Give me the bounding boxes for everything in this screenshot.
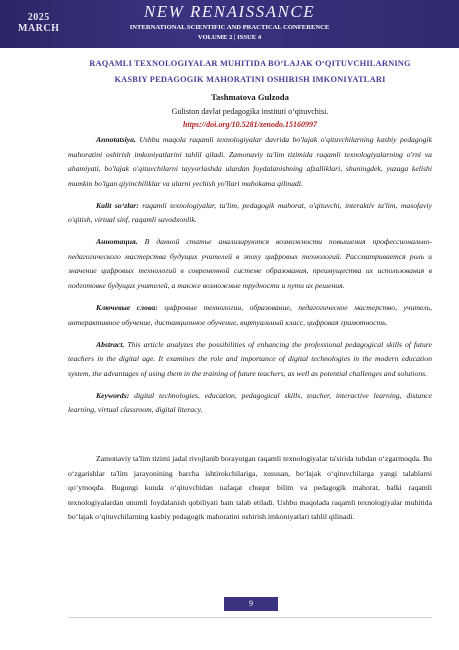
keywords-uz-label: Kalit so‘zlar:: [96, 200, 139, 210]
abstract-uz-text: Ushbu maqola raqamli texnologiyalar davrida bo'lajak o'qituvchilarning kasbiy pedagogik mahoratini oshirish imkoniyatlarini tahlil qiladi. Zamonaviy ta'lim tizimida raqamli texnologiyalarning o'rni va ahamiyati, bo'lajak o'qituvchilarni tayyorlashda ulardan foydalanishning afzalliklari, shuningdek, yuzaga kelishi mumkin bo'lgan qiyinchiliklar va ularni yechish yo'llari muhokama qilinadi.: [68, 135, 432, 188]
keywords-ru-text: цифровые технологии, образование, педагогическое мастерство, учитель, интерактивное обучение, дистанционное обучение, виртуальный класс, цифровая грамотность.: [68, 303, 432, 327]
journal-banner: [0, 0, 459, 48]
keywords-ru: [68, 301, 432, 330]
keywords-uz: [68, 199, 432, 228]
issue-month: MARCH: [18, 23, 60, 34]
keywords-en-label: Keywords:: [96, 390, 130, 400]
volume-issue: VOLUME 2 | ISSUE 4: [197, 34, 262, 41]
article-title: [68, 56, 432, 88]
abstract-uz: [68, 133, 432, 191]
conference-subtitle: INTERNATIONAL SCIENTIFIC AND PRACTICAL CONFERENCE: [129, 24, 330, 31]
abstract-en-label: Abstract.: [96, 339, 125, 349]
keywords-en: [68, 389, 432, 418]
abstract-ru: [68, 235, 432, 293]
keywords-uz-text: raqamli texnologiyalar, ta'lim, pedagogik mahorat, o'qituvchi, interaktiv ta'lim, masofaviy o'qitish, virtual sinf, raqamli savodxonlik.: [68, 200, 432, 225]
issue-year: 2025: [27, 12, 50, 23]
abstract-uz-label: Annotatsiya.: [96, 135, 136, 144]
author-institution: Guliston davlat pedagogika instituti o‘qituvchisi.: [171, 107, 329, 116]
article-title-line2: KASBIY PEDAGOGIK MAHORATINI OSHIRISH IMKONIYATLARI: [114, 75, 386, 84]
abstract-en: [68, 338, 432, 382]
author-name: Tashmatova Gulzoda: [211, 92, 289, 102]
abstract-ru-text: В данной статье анализируются возможности повышения профессионально-педагогического мастерства будущих учителей в эпоху цифровых технологий. Рассматривается роль и значение цифровых технологий в современной системе образования, преимущества их использования в подготовке будущих учителей, а также возможные трудности и пути их решения.: [68, 237, 432, 290]
journal-title: NEW RENAISSANCE: [143, 2, 316, 21]
doi-link[interactable]: https://doi.org/10.5281/zenodo.15160997: [182, 120, 317, 129]
page-number: 9: [224, 597, 278, 611]
abstract-ru-label: Аннотация.: [96, 237, 138, 247]
article-title-line1: RAQAMLI TEXNOLOGIYALAR MUHITIDA BO‘LAJAK O‘QITUVCHILARNING: [89, 59, 411, 68]
abstract-en-text: This article analyzes the possibilities of enhancing the professional pedagogical skills of future teachers in the digital age. It examines the role and importance of digital technologies in the modern education system, the advantages of using them in the training of future teachers, as well as potential challenges and solutions.: [68, 339, 432, 378]
keywords-en-text: digital technologies, education, pedagogical skills, teacher, interactive learning, distance learning, virtual classroom, digital literacy.: [68, 390, 432, 415]
article-content: [68, 56, 432, 533]
footer-divider: [68, 617, 432, 618]
keywords-ru-label: Ключевые слова:: [96, 303, 158, 313]
body-paragraph: Zamonaviy ta'lim tizimi jadal rivojlanib borayotgan raqamli texnologiyalar ta'sirida tubdan o‘zgarmoqda. Bu o‘zgarishlar ta'lim jarayonining barcha ishtirokchilariga, xususan, bo‘lajak o‘qituvchilarga yangi talablarni qo‘ymoqda. Bugungi kunda o‘qituvchidan nafaqat chuqur bilim va pedagogik mahorat, balki raqamli texnologiyalardan unumli foydalanish qobiliyati ham talab etiladi. Ushbu maqolada raqamli texnologiyalar muhitida bo‘lajak o‘qituvchilarning kasbiy pedagogik mahoratini oshirish imkoniyatlari tahlil qilinadi.: [68, 453, 432, 522]
